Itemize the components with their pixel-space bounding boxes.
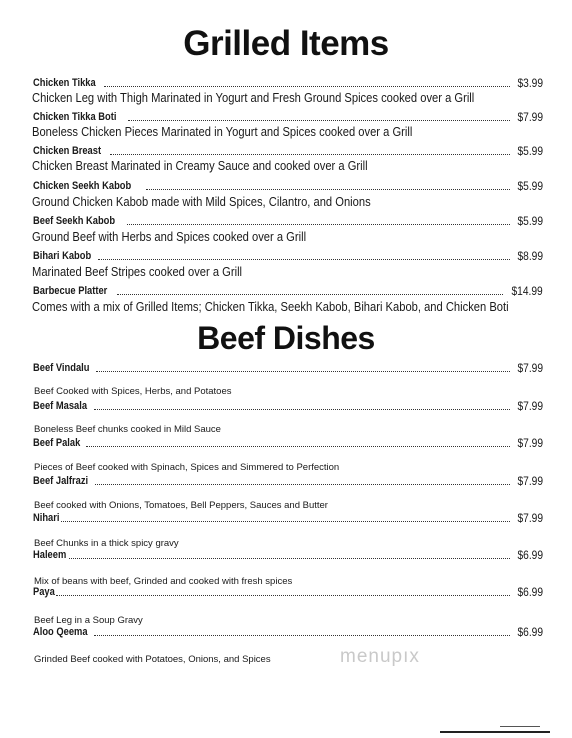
item-name: Bihari Kabob (33, 250, 92, 262)
leader-dots (56, 594, 510, 596)
item-name: Barbecue Platter (33, 285, 108, 297)
menu-item-beef-masala (33, 397, 543, 413)
menu-item-chicken-tikka-boti (33, 108, 543, 124)
menu-item-bihari-kabob (33, 247, 543, 263)
item-name: Beef Vindalu (33, 362, 90, 374)
leader-dots (95, 483, 510, 485)
item-name: Beef Seekh Kabob (33, 215, 116, 227)
item-price: $6.99 (517, 625, 543, 639)
item-description: Beef Chunks in a thick spicy gravy (34, 538, 179, 549)
menu-item-chicken-seekh-kabob (33, 177, 543, 193)
leader-dots (94, 408, 510, 410)
item-name: Paya (33, 586, 55, 598)
menu-item-barbecue-platter (33, 282, 543, 298)
item-price: $8.99 (517, 249, 543, 263)
leader-dots (69, 557, 510, 559)
leader-dots (127, 223, 510, 225)
item-description: Beef Cooked with Spices, Herbs, and Potatoes (34, 386, 232, 397)
item-name: Haleem (33, 549, 67, 561)
leader-dots (61, 520, 510, 522)
item-price: $7.99 (517, 399, 543, 413)
item-price: $6.99 (517, 585, 543, 599)
menu-item-beef-vindalu (33, 359, 543, 375)
item-description: Chicken Breast Marinated in Creamy Sauce and cooked over a Grill (32, 158, 368, 173)
leader-dots (117, 293, 503, 295)
item-price: $14.99 (511, 284, 543, 298)
leader-dots (110, 153, 510, 155)
item-description: Mix of beans with beef, Grinded and cooked with fresh spices (34, 576, 293, 587)
leader-dots (94, 634, 510, 636)
menu-item-beef-jalfrazi (33, 472, 543, 488)
scan-artifact (500, 726, 540, 727)
item-name: Beef Jalfrazi (33, 475, 89, 487)
item-price: $7.99 (517, 511, 543, 525)
leader-dots (146, 188, 510, 190)
menu-item-nihari (33, 509, 543, 525)
menu-item-beef-palak (33, 434, 543, 450)
item-description: Grinded Beef cooked with Potatoes, Onions, and Spices (34, 654, 271, 665)
beef-dishes-heading: Beef Dishes (197, 320, 375, 356)
leader-dots (104, 85, 510, 87)
menupix-watermark: menupıx (340, 646, 420, 667)
menu-item-aloo-qeema (33, 623, 543, 639)
item-description: Marinated Beef Stripes cooked over a Grill (32, 264, 243, 279)
menu-item-chicken-tikka (33, 74, 543, 90)
item-price: $7.99 (517, 110, 543, 124)
item-description: Comes with a mix of Grilled Items; Chicken Tikka, Seekh Kabob, Bihari Kabob, and Chicken Boti (32, 299, 509, 314)
item-name: Chicken Seekh Kabob (33, 180, 132, 192)
item-price: $3.99 (517, 76, 543, 90)
leader-dots (96, 370, 510, 372)
item-description: Boneless Chicken Pieces Marinated in Yogurt and Spices cooked over a Grill (32, 124, 413, 139)
leader-dots (86, 445, 510, 447)
menu-item-haleem (33, 546, 543, 562)
item-description: Ground Beef with Herbs and Spices cooked over a Grill (32, 229, 307, 244)
item-name: Beef Masala (33, 400, 88, 412)
item-price: $6.99 (517, 548, 543, 562)
item-price: $5.99 (517, 214, 543, 228)
item-price: $7.99 (517, 474, 543, 488)
menu-item-paya (33, 583, 543, 599)
item-price: $5.99 (517, 179, 543, 193)
leader-dots (128, 119, 510, 121)
item-description: Pieces of Beef cooked with Spinach, Spices and Simmered to Perfection (34, 462, 340, 473)
leader-dots (98, 258, 510, 260)
menu-item-chicken-breast (33, 142, 543, 158)
item-description: Beef cooked with Onions, Tomatoes, Bell Peppers, Sauces and Butter (34, 500, 328, 511)
item-description: Boneless Beef chunks cooked in Mild Sauce (34, 424, 221, 435)
item-name: Chicken Tikka (33, 77, 96, 89)
item-price: $7.99 (517, 436, 543, 450)
item-price: $7.99 (517, 361, 543, 375)
item-name: Beef Palak (33, 437, 81, 449)
grilled-items-heading: Grilled Items (183, 24, 389, 63)
item-name: Aloo Qeema (33, 626, 88, 638)
item-description: Beef Leg in a Soup Gravy (34, 615, 143, 626)
menu-item-beef-seekh-kabob (33, 212, 543, 228)
item-description: Chicken Leg with Thigh Marinated in Yogurt and Fresh Ground Spices cooked over a Grill (32, 90, 475, 105)
item-description: Ground Chicken Kabob made with Mild Spices, Cilantro, and Onions (32, 194, 371, 209)
scan-artifact (440, 731, 550, 733)
item-name: Chicken Tikka Boti (33, 111, 117, 123)
item-name: Chicken Breast (33, 145, 102, 157)
item-name: Nihari (33, 512, 60, 524)
item-price: $5.99 (517, 144, 543, 158)
